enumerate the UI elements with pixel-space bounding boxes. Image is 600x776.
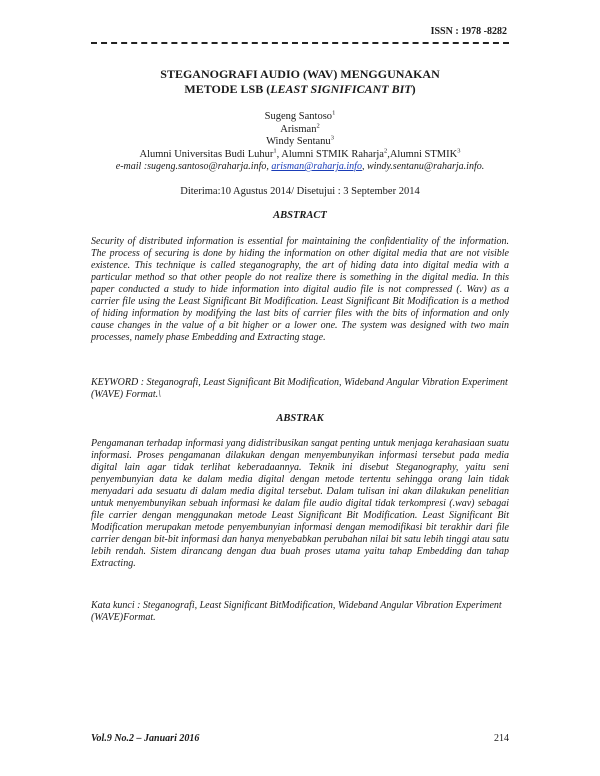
abstrak-heading: ABSTRAK — [276, 413, 324, 424]
email-link[interactable]: arisman@raharja.info — [271, 161, 362, 172]
abstract-keywords: KEYWORD : Steganografi, Least Significant Bit Modification, Wideband Angular Vibration Experiment (WAVE) Format.\ — [91, 377, 508, 400]
journal-volume: Vol.9 No.2 – Januari 2016 — [91, 733, 200, 744]
author-block — [60, 111, 540, 174]
header-divider — [91, 42, 509, 44]
abstrak-keywords: Kata kunci : Steganografi, Least Significant BitModification, Wideband Angular Vibration Experiment (WAVE)Format. — [91, 600, 502, 623]
title-line-2: METODE LSB (LEAST SIGNIFICANT BIT) — [184, 82, 416, 96]
email-line: e-mail :sugeng.santoso@raharja.info, arisman@raharja.info, windy.sentanu@raharja.info. — [115, 161, 485, 172]
issn-label: ISSN : 1978 -8282 — [430, 26, 507, 37]
paper-title — [60, 67, 540, 97]
received-date: Diterima:10 Agustus 2014/ Disetujui : 3 September 2014 — [180, 186, 420, 197]
abstrak-body: Pengamanan terhadap informasi yang didistribusikan sangat penting untuk menjaga kerahasiaan suatu informasi. Proses pengamanan dilakukan dengan menyembunyikan informasi tersebut pada media digital lain agar tidak terlihat keberadaannya. Teknik ini disebut Steganography, yaitu seni penyembunyian data ke dalam media digital dengan metode tertentu sehingga orang lain tidak menyadari ada sesuatu di dalam media digital tersebut. Dalam tulisan ini akan dilakukan penelitian untuk menyembunyikan sebuah informasi ke dalam file audio digital tidak terkompresi (.wav) sebagai file carrier dengan menggunakan metode Least Significant Bit Modification. Least Significant Bit Modification merupakan metode penyembunyian informasi dengan memodifikasi bit terakhir dari file carrier dengan bit-bit informasi dan hanya menyebabkan perubahan nilai bit satu lebih tinggi atau satu lebih rendah. Sistem dirancang dengan dua buah proses utama yaitu tahap Embedding dan tahap Extracting. — [91, 438, 509, 569]
abstract-body: Security of distributed information is essential for maintaining the confidentiality of the information. The process of securing is done by hiding the information on other digital media that are not visible existence. This technique is called steganography, the art of hiding data into digital media with a particular method so that other people do not realize there is something in the digital media. In this paper conducted a study to hide information into digital audio file is not compressed (. Wav) as a carrier file using the Least Significant Bit Modification. Least Significant Bit Modification is a method of hiding information by modifying the last bits of carrier files with the bits of information and only cause changes in the value of a bit higher or a lower one. The system was designed with two main processes, namely phase Embedding and Extracting stage. — [91, 236, 509, 343]
author-name: Windy Sentanu$^3$ — [266, 134, 334, 147]
author-name: Sugeng Santoso$^1$ — [264, 109, 336, 122]
page-number: 214 — [494, 733, 509, 744]
title-line-1: STEGANOGRAFI AUDIO (WAV) MENGGUNAKAN — [160, 67, 440, 81]
affiliations: Alumni Universitas Budi Luhur$^1$, Alumni STMIK Raharja$^2$,Alumni STMIK$^3$ — [139, 147, 461, 160]
abstract-heading: ABSTRACT — [273, 210, 327, 221]
author-name: Arisman$^2$ — [280, 122, 320, 135]
